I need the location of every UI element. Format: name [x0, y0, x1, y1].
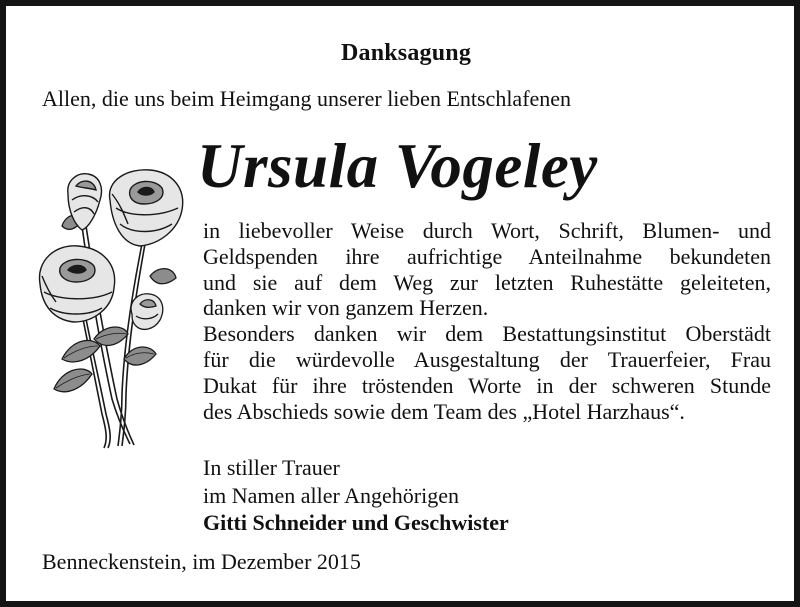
body-line: in liebevoller Weise durch Wort, Schrift, Blumen- und	[203, 218, 771, 243]
signature-block	[203, 454, 509, 537]
signature-line-1: In stiller Trauer	[203, 455, 340, 480]
intro-text: Allen, die uns beim Heimgang unserer lieben Entschlafenen	[42, 86, 572, 111]
body-line: Besonders danken wir dem Bestattungsinstitut Oberstädt	[203, 321, 771, 347]
thanks-body	[203, 218, 771, 424]
deceased-name: Ursula Vogeley	[197, 131, 598, 201]
body-line: für die würdevolle Ausgestaltung der Trauerfeier, Frau	[203, 346, 771, 372]
body-line: Dukat für ihre tröstenden Worte in der schweren Stunde	[203, 372, 771, 398]
signature-line-2: im Namen aller Angehörigen	[203, 482, 459, 508]
body-line: des Abschieds sowie dem Team des „Hotel Harzhaus“.	[203, 398, 685, 424]
notice-title: Danksagung	[340, 40, 472, 66]
body-line: Geldspenden ihre aufrichtige Anteilnahme bekundeten	[203, 243, 771, 269]
roses-icon	[32, 164, 197, 454]
place-date: Benneckenstein, im Dezember 2015	[42, 549, 361, 574]
body-line: danken wir von ganzem Herzen.	[203, 295, 489, 321]
signers: Gitti Schneider und Geschwister	[203, 510, 509, 535]
body-line: und sie auf dem Weg zur letzten Ruhestätte geleiteten,	[203, 269, 771, 295]
